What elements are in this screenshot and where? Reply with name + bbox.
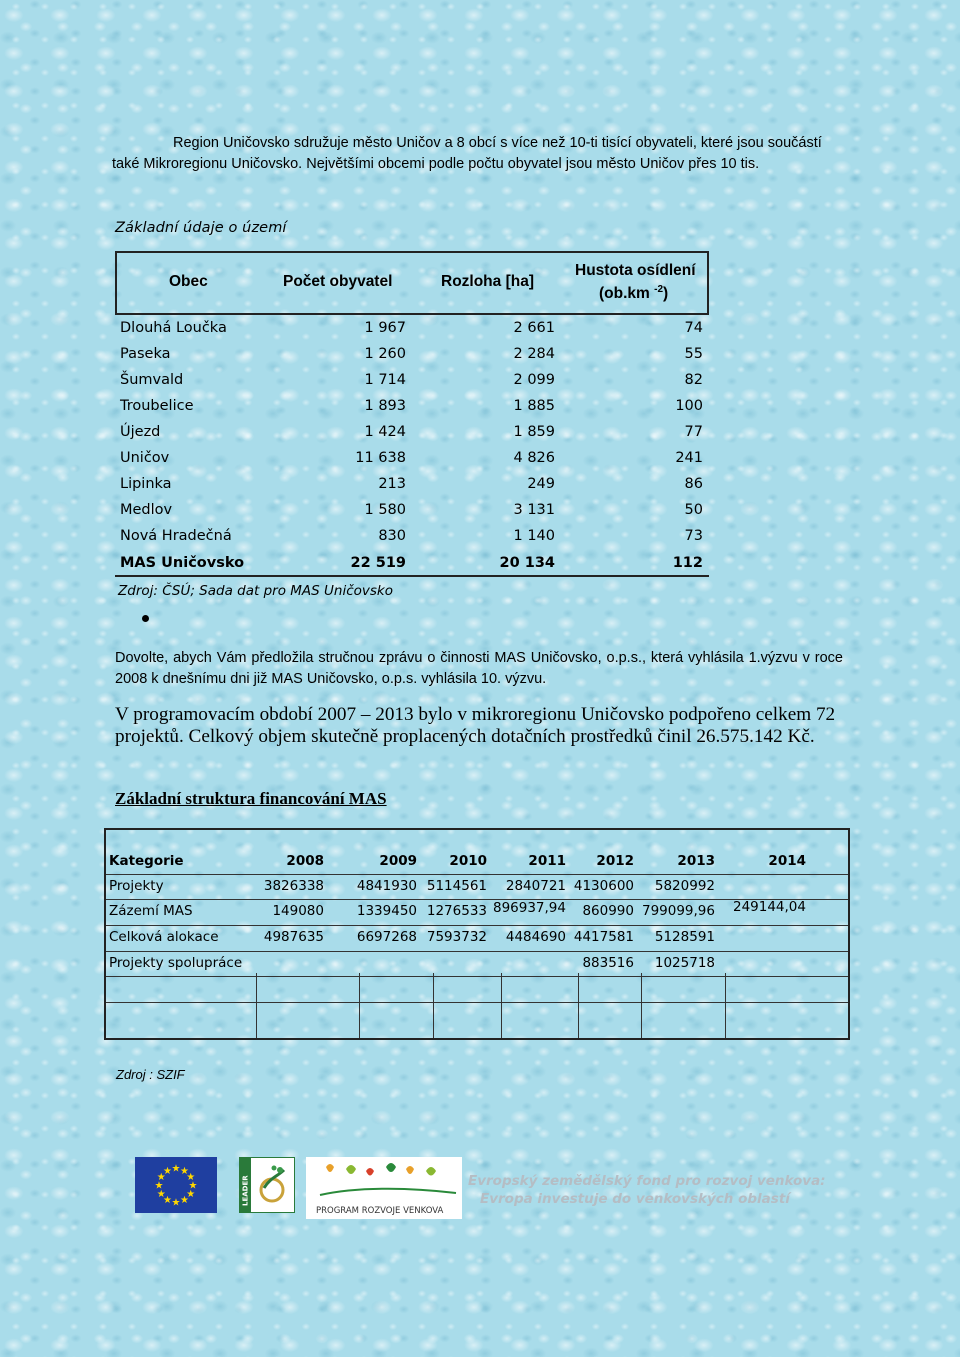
bullet-point: [142, 615, 149, 622]
cell-dens: 74: [684, 320, 703, 336]
row-label: Projekty spolupráce: [109, 955, 243, 971]
intro-paragraph: Region Uničovsko sdružuje město Uničov a 8 obcí s více než 10-ti tisící obyvateli, které jsou součástí také Mikroregionu Uničovsko. Největšími obcemi podle počtu obyvatel jsou město Uničov přes 10 tis.: [112, 135, 822, 172]
leader-logo: [239, 1157, 295, 1213]
cell-area: 20 134: [499, 555, 555, 571]
eu-star-icon: ★: [163, 1165, 172, 1177]
grid-line: [106, 925, 848, 926]
cell-area: 2 284: [513, 346, 555, 362]
cell-pop: 830: [378, 528, 406, 544]
eu-star-icon: ★: [156, 1189, 166, 1200]
cell-area: 4 826: [513, 450, 555, 466]
cell-pop: 213: [378, 476, 406, 492]
cell-name: Paseka: [120, 346, 171, 362]
table-row: [115, 471, 709, 497]
eu-star-icon: ★: [156, 1172, 166, 1183]
cell-value: 799099,96: [641, 903, 715, 919]
header-hustota-2: (ob.km $^{-2}$): [599, 284, 669, 303]
cell-dens: 112: [672, 555, 703, 571]
population-table-body: [115, 315, 709, 577]
table-row: [115, 367, 709, 393]
table-row: [115, 315, 709, 341]
cell-dens: 77: [684, 424, 703, 440]
leader-logo-text: LEADER: [241, 1175, 250, 1206]
cell-name: Lipinka: [120, 476, 172, 492]
cell-value: 2012: [596, 853, 634, 869]
cell-value: 6697268: [356, 929, 417, 945]
eu-star-icon: ★: [188, 1180, 198, 1192]
header-hustota-1: Hustota osídlení: [575, 262, 696, 279]
cell-name: MAS Uničovsko: [120, 555, 245, 571]
cell-value: 2008: [286, 853, 324, 869]
cell-pop: 1 714: [364, 372, 406, 388]
cell-area: 2 661: [513, 320, 555, 336]
prv-figures-icon: [320, 1163, 456, 1195]
cell-value: 149080: [272, 903, 324, 919]
cell-name: Újezd: [120, 424, 161, 440]
row-label: Projekty: [109, 878, 164, 894]
cell-value: 896937,94: [492, 900, 566, 916]
header-obec: Obec: [169, 273, 208, 290]
row-label: Celková alokace: [109, 929, 219, 945]
cell-dens: 241: [675, 450, 703, 466]
cell-value: 3826338: [263, 878, 324, 894]
program-rozvoje-venkova-logo: [306, 1157, 462, 1219]
grid-line: [256, 973, 257, 1038]
table-total-row: [115, 549, 709, 577]
cell-name: Šumvald: [120, 372, 184, 388]
cell-value: 2011: [528, 853, 566, 869]
eu-flag-logo: [135, 1157, 217, 1213]
cell-pop: 1 260: [364, 346, 406, 362]
table-row: [115, 341, 709, 367]
table-row: [115, 523, 709, 549]
eu-star-icon: ★: [171, 1163, 181, 1175]
source-note-szif: Zdroj : SZIF: [116, 1067, 185, 1082]
cell-area: 1 885: [513, 398, 555, 414]
grid-line: [106, 976, 848, 977]
cell-value: 7593732: [426, 929, 487, 945]
cell-value: 2010: [449, 853, 487, 869]
cell-value: 5820992: [654, 878, 715, 894]
cell-area: 2 099: [513, 372, 555, 388]
grid-line: [578, 973, 579, 1038]
grid-line: [501, 973, 502, 1038]
cell-dens: 100: [675, 398, 703, 414]
cell-dens: 86: [684, 476, 703, 492]
cell-name: Medlov: [120, 502, 173, 518]
cell-pop: 1 967: [364, 320, 406, 336]
header-rozloha: Rozloha [ha]: [441, 273, 534, 290]
table-row: [115, 393, 709, 419]
eu-star-icon: ★: [180, 1195, 189, 1207]
grid-line: [106, 951, 848, 952]
cell-name: Uničov: [120, 450, 170, 466]
row-label: Kategorie: [109, 853, 184, 869]
cell-area: 249: [527, 476, 555, 492]
eu-star-icon: ★: [186, 1189, 196, 1200]
cell-name: Dlouhá Loučka: [120, 320, 227, 336]
programme-summary: V programovacím období 2007 – 2013 bylo v mikroregionu Uničovsko podpořeno celkem 72 projektů. Celkový objem skutečně proplacených dotačních prostředků činil 26.575.142 Kč.: [115, 704, 836, 747]
cell-value: 4987635: [263, 929, 324, 945]
grid-line: [641, 973, 642, 1038]
cell-value: 2014: [768, 853, 806, 869]
cell-value: 5128591: [654, 929, 715, 945]
table-row: [115, 497, 709, 523]
cell-area: 3 131: [513, 502, 555, 518]
cell-value: 1339450: [356, 903, 417, 919]
header-pocet: Počet obyvatel: [283, 273, 393, 290]
cell-value: 5114561: [426, 878, 487, 894]
cell-value: 883516: [582, 955, 634, 971]
cell-dens: 50: [684, 502, 703, 518]
cell-value: 860990: [582, 903, 634, 919]
cell-value: 1276533: [426, 903, 487, 919]
eu-star-icon: ★: [163, 1195, 172, 1207]
cell-dens: 55: [684, 346, 703, 362]
grid-line: [725, 973, 726, 1038]
cell-value: 2840721: [505, 878, 566, 894]
table-row: [115, 445, 709, 471]
cell-pop: 1 893: [364, 398, 406, 414]
cell-pop: 1 424: [364, 424, 406, 440]
cell-value: 4417581: [573, 929, 634, 945]
grid-line: [433, 973, 434, 1038]
cell-value: 249144,04: [732, 899, 806, 915]
cell-name: Nová Hradečná: [120, 528, 232, 544]
eu-star-icon: ★: [186, 1172, 196, 1183]
grid-line: [106, 874, 848, 875]
table-row: [115, 419, 709, 445]
eu-star-icon: ★: [180, 1165, 189, 1177]
financing-table: [104, 828, 850, 1040]
cell-value: 4841930: [356, 878, 417, 894]
row-label: Zázemí MAS: [109, 903, 193, 919]
cell-pop: 11 638: [355, 450, 406, 466]
eu-star-icon: ★: [171, 1197, 181, 1209]
eafrd-slogan-line2: Evropa investuje do venkovských oblastí: [480, 1191, 790, 1207]
cell-dens: 73: [684, 528, 703, 544]
source-note-csu: Zdroj: ČSÚ; Sada dat pro MAS Uničovsko: [118, 583, 393, 599]
cell-pop: 22 519: [350, 555, 406, 571]
cell-area: 1 859: [513, 424, 555, 440]
section-title-financing: Základní struktura financování MAS: [115, 789, 387, 808]
grid-line: [106, 1002, 848, 1003]
population-table-header: [115, 251, 709, 315]
cell-area: 1 140: [513, 528, 555, 544]
cell-pop: 1 580: [364, 502, 406, 518]
cell-value: 4130600: [573, 878, 634, 894]
eu-star-icon: ★: [154, 1180, 164, 1192]
section-title-basic-data: Základní údaje o území: [115, 220, 287, 236]
cell-value: 4484690: [505, 929, 566, 945]
grid-line: [359, 973, 360, 1038]
eafrd-slogan-line1: Evropský zemědělský fond pro rozvoj venkova:: [468, 1173, 826, 1189]
cell-value: 2013: [677, 853, 715, 869]
eafrd-slogan: [468, 1172, 888, 1208]
population-table: [115, 251, 709, 577]
cell-dens: 82: [684, 372, 703, 388]
cell-name: Troubelice: [120, 398, 194, 414]
cell-value: 1025718: [654, 955, 715, 971]
prv-logo-text: PROGRAM ROZVOJE VENKOVA: [316, 1206, 444, 1216]
report-paragraph: Dovolte, abych Vám předložila stručnou zprávu o činnosti MAS Uničovsko, o.p.s., která vyhlásila 1.výzvu v roce 2008 k dnešnímu dni již MAS Uničovsko, o.p.s. vyhlásila 10. výzvu.: [115, 650, 843, 687]
cell-value: 2009: [379, 853, 417, 869]
